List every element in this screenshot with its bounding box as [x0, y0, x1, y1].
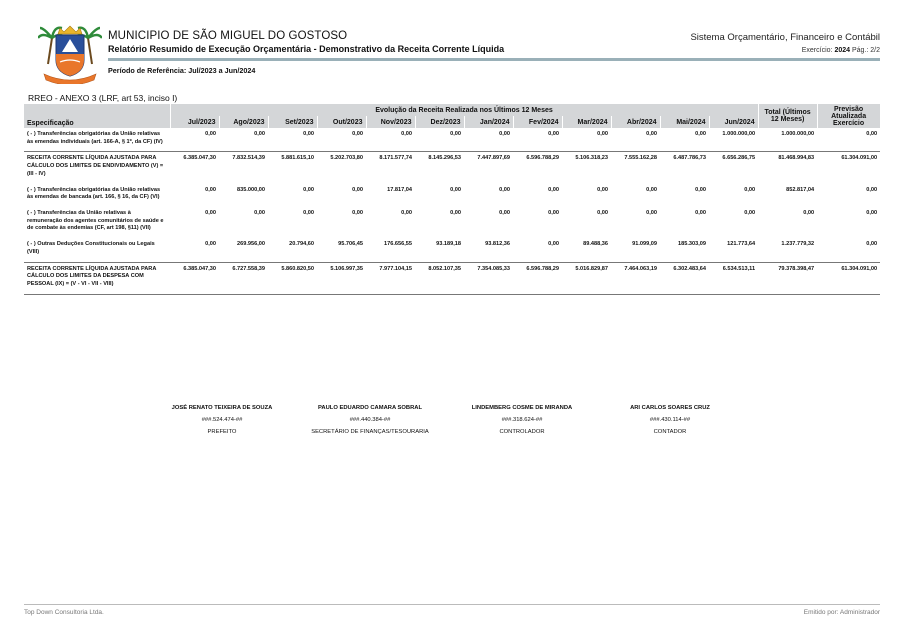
month-value-cell: 0,00 — [205, 210, 216, 217]
header-divider — [108, 58, 880, 61]
month-value-cell: 0,00 — [695, 131, 706, 137]
exercise-year: 2024 — [834, 47, 851, 54]
month-value-cell: 0,00 — [499, 186, 510, 193]
month-value-cell: 5.016.829,87 — [562, 262, 611, 294]
month-header: Out/2023 — [317, 116, 366, 128]
month-value-cell: 6.596.788,29 — [513, 262, 562, 294]
signer-name: JOSÉ RENATO TEIXEIRA DE SOUZA — [171, 405, 273, 411]
month-value-cell: 89.488,36 — [583, 241, 608, 248]
page-number: Pág.: 2/2 — [851, 47, 880, 54]
signer-name: PAULO EDUARDO CAMARA SOBRAL — [317, 405, 423, 411]
revenue-table — [24, 104, 881, 295]
month-value-cell: 6.385.047,30 — [170, 262, 219, 294]
month-value-cell: 0,00 — [450, 186, 461, 193]
month-value-cell: 0,00 — [744, 186, 756, 193]
month-value-cell: 6.487.786,73 — [660, 152, 709, 184]
month-header: Mai/2024 — [660, 116, 709, 128]
month-value-cell: 0,00 — [352, 186, 363, 193]
system-name: Sistema Orçamentário, Financeiro e Contábil — [690, 32, 880, 43]
month-value-cell: 0,00 — [548, 210, 559, 217]
table-row — [24, 184, 880, 207]
month-value-cell: 0,00 — [205, 131, 216, 137]
month-value-cell: 5.860.820,50 — [268, 262, 317, 294]
month-value-cell: 0,00 — [303, 186, 314, 193]
month-value-cell: 0,00 — [499, 131, 510, 137]
month-value-cell: 5.881.615,10 — [268, 152, 317, 184]
month-value-cell: 1.000.000,00 — [722, 131, 756, 137]
forecast-cell: 0,00 — [866, 131, 878, 137]
exercise-label: Exercício: — [801, 47, 833, 54]
total-cell: 852.817,04 — [786, 186, 815, 193]
month-value-cell: 176.656,55 — [384, 241, 412, 248]
forecast-cell: 61.304.091,00 — [817, 152, 880, 184]
month-value-cell: 7.464.063,19 — [611, 262, 660, 294]
month-value-cell: 6.727.558,39 — [219, 262, 268, 294]
row-label: ( - ) Transferências obrigatórias da União relativas às emendas de bancada (art. 166, § 16, da CF) (VI) — [27, 186, 161, 201]
page-footer — [24, 604, 880, 616]
signer-document: ###.524.474-## — [201, 417, 243, 423]
forecast-cell: 0,00 — [866, 241, 878, 248]
evolution-header: Evolução da Receita Realizada nos Últimos 12 Meses — [170, 104, 758, 116]
month-value-cell: 6.596.788,29 — [513, 152, 562, 184]
signer-document: ###.430.114-## — [649, 417, 691, 423]
month-value-cell: 0,00 — [254, 210, 265, 217]
total-cell: 0,00 — [803, 210, 815, 217]
month-value-cell: 91.099,09 — [632, 241, 657, 248]
month-value-cell: 95.706,45 — [338, 241, 363, 248]
footer-company: Top Down Consultoria Ltda. — [24, 609, 104, 616]
municipal-coat-of-arms-icon — [38, 24, 102, 84]
month-header: Jun/2024 — [709, 116, 758, 128]
total-header: Total (Últimos 12 Meses) — [758, 104, 817, 128]
forecast-cell: 61.304.091,00 — [817, 262, 880, 294]
total-cell: 1.237.779,32 — [781, 241, 815, 248]
month-value-cell: 7.555.162,28 — [611, 152, 660, 184]
report-title: Relatório Resumido de Execução Orçamentária - Demonstrativo da Receita Corrente Líquida — [108, 44, 505, 54]
signer-name: ARI CARLOS SOARES CRUZ — [630, 405, 710, 411]
month-value-cell: 0,00 — [352, 131, 363, 137]
month-header: Dez/2023 — [415, 116, 464, 128]
month-value-cell: 0,00 — [205, 241, 216, 248]
signature-block — [580, 402, 760, 438]
month-value-cell: 0,00 — [548, 241, 559, 248]
month-value-cell: 0,00 — [744, 210, 756, 217]
month-value-cell: 7.447.897,69 — [464, 152, 513, 184]
month-value-cell: 269.956,00 — [237, 241, 265, 248]
footer-issued-by: Emitido por: Administrador — [803, 609, 880, 616]
month-value-cell: 0,00 — [548, 131, 559, 137]
month-value-cell: 6.656.286,75 — [709, 152, 758, 184]
total-cell: 1.000.000,00 — [781, 131, 815, 137]
signer-document: ###.440.384-## — [349, 417, 391, 423]
month-value-cell: 93.812,36 — [485, 241, 510, 248]
table-row — [24, 207, 880, 238]
month-value-cell: 0,00 — [646, 131, 657, 137]
row-label: ( - ) Outras Deduções Constitucionais ou Legais (VIII) — [27, 241, 155, 255]
month-value-cell: 0,00 — [646, 210, 657, 217]
signer-role: SECRETÁRIO DE FINANÇAS/TESOURARIA — [311, 429, 429, 435]
table-row — [24, 238, 880, 262]
month-value-cell: 185.303,09 — [678, 241, 706, 248]
table-row — [24, 152, 880, 184]
row-label: RECEITA CORRENTE LÍQUIDA AJUSTADA PARA CÁLCULO DOS LIMITES DE ENDIVIDAMENTO (V) = (III - IV) — [24, 152, 170, 184]
report-header — [38, 24, 880, 86]
month-value-cell: 0,00 — [401, 131, 412, 137]
total-cell: 79.378.398,47 — [758, 262, 817, 294]
signer-document: ###.318.624-## — [501, 417, 543, 423]
row-label: ( - ) Transferências da União relativas à remuneração dos agentes comunitários de saúde e de combate às endemias (CF, art 198, §11) (VII) — [27, 210, 164, 232]
month-value-cell: 6.302.483,64 — [660, 262, 709, 294]
month-header: Jul/2023 — [170, 116, 219, 128]
month-value-cell: 8.171.577,74 — [366, 152, 415, 184]
month-header: Abr/2024 — [611, 116, 660, 128]
month-header: Nov/2023 — [366, 116, 415, 128]
month-value-cell: 7.832.514,39 — [219, 152, 268, 184]
month-value-cell: 0,00 — [597, 131, 608, 137]
month-value-cell: 5.202.703,80 — [317, 152, 366, 184]
month-header: Set/2023 — [268, 116, 317, 128]
month-value-cell: 0,00 — [450, 131, 461, 137]
month-header: Fev/2024 — [513, 116, 562, 128]
month-value-cell: 8.145.296,53 — [415, 152, 464, 184]
month-value-cell: 0,00 — [695, 210, 706, 217]
month-value-cell: 0,00 — [597, 186, 608, 193]
month-value-cell: 93.189,18 — [436, 241, 461, 248]
forecast-cell: 0,00 — [866, 210, 878, 217]
month-header: Jan/2024 — [464, 116, 513, 128]
signer-role: CONTROLADOR — [499, 429, 545, 435]
total-cell: 81.468.994,83 — [758, 152, 817, 184]
table-body — [24, 128, 880, 294]
table-row — [24, 128, 880, 152]
month-value-cell: 0,00 — [401, 210, 412, 217]
month-value-cell: 7.354.085,33 — [464, 262, 513, 294]
forecast-header: Previsão Atualizada Exercício — [817, 104, 880, 128]
month-value-cell: 0,00 — [499, 210, 510, 217]
month-value-cell: 17.817,04 — [387, 186, 412, 193]
signer-role: PREFEITO — [207, 429, 237, 435]
month-header: Mar/2024 — [562, 116, 611, 128]
month-value-cell: 6.534.513,11 — [709, 262, 758, 294]
month-value-cell: 0,00 — [254, 131, 265, 137]
month-header: Ago/2023 — [219, 116, 268, 128]
reference-period: Período de Referência: Jul/2023 a Jun/2024 — [108, 66, 256, 75]
month-value-cell: 8.052.107,35 — [415, 262, 464, 294]
month-value-cell: 5.106.997,35 — [317, 262, 366, 294]
month-value-cell: 0,00 — [597, 210, 608, 217]
month-value-cell: 0,00 — [352, 210, 363, 217]
month-value-cell: 0,00 — [548, 186, 559, 193]
month-value-cell: 7.977.104,15 — [366, 262, 415, 294]
month-value-cell: 0,00 — [646, 186, 657, 193]
month-value-cell: 0,00 — [303, 131, 314, 137]
month-value-cell: 0,00 — [450, 210, 461, 217]
month-value-cell: 121.773,64 — [727, 241, 756, 248]
annex-title: RREO - ANEXO 3 (LRF, art 53, inciso I) — [28, 93, 178, 103]
month-value-cell: 835.000,00 — [237, 186, 265, 193]
signer-role: CONTADOR — [653, 429, 687, 435]
row-label: RECEITA CORRENTE LÍQUIDA AJUSTADA PARA CÁLCULO DOS LIMITES DA DESPESA COM PESSOAL (IX) = (V - VI - VII - VIII) — [24, 262, 170, 294]
signer-name: LINDEMBERG COSME DE MIRANDA — [471, 405, 573, 411]
exercise-info — [802, 47, 880, 54]
row-label: ( - ) Transferências obrigatórias da União relativas às emendas individuais (art. 166-A, § 1º, da CF) (IV) — [27, 131, 163, 145]
table-row — [24, 262, 880, 294]
municipality-name: MUNICIPIO DE SÃO MIGUEL DO GOSTOSO — [108, 30, 348, 42]
month-value-cell: 5.106.318,23 — [562, 152, 611, 184]
month-value-cell: 6.385.047,30 — [170, 152, 219, 184]
forecast-cell: 0,00 — [866, 186, 878, 193]
header-titles — [108, 30, 504, 54]
month-value-cell: 0,00 — [205, 186, 216, 193]
month-value-cell: 20.794,60 — [289, 241, 314, 248]
month-value-cell: 0,00 — [695, 186, 706, 193]
month-value-cell: 0,00 — [303, 210, 314, 217]
spec-header: Especificação — [24, 104, 170, 128]
